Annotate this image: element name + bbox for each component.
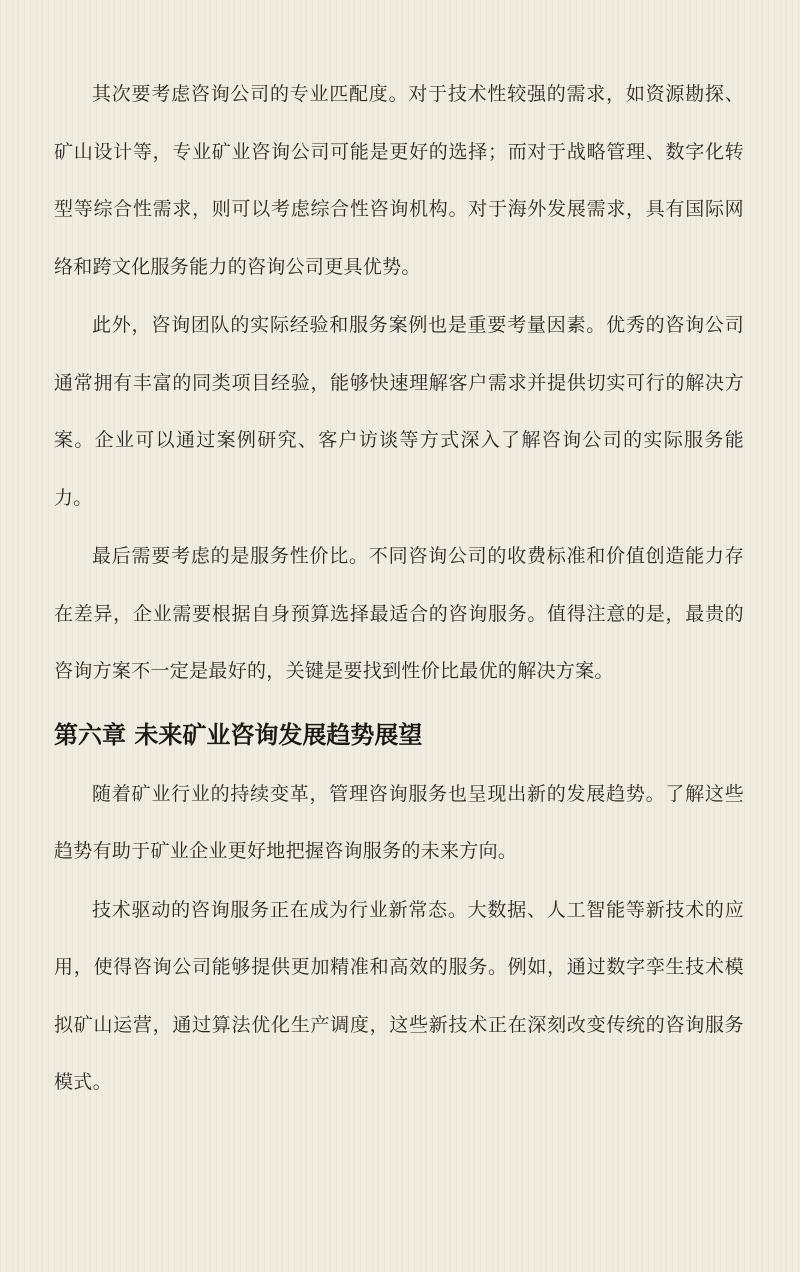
paragraph-technology-driven: 技术驱动的咨询服务正在成为行业新常态。大数据、人工智能等新技术的应用，使得咨询公司能够提供更加精准和高效的服务。例如，通过数字孪生技术模拟矿山运营，通过算法优化生产调度，这些新技术正在深刻改变传统的咨询服务模式。 [54,898,744,1093]
paragraph-team-experience: 此外，咨询团队的实际经验和服务案例也是重要考量因素。优秀的咨询公司通常拥有丰富的同类项目经验，能够快速理解客户需求并提供切实可行的解决方案。企业可以通过案例研究、客户访谈等方式深入了解咨询公司的实际服务能力。 [54,314,744,509]
chapter-heading: 第六章 未来矿业咨询发展趋势展望 [54,720,423,749]
paragraph-cost-performance: 最后需要考虑的是服务性价比。不同咨询公司的收费标准和价值创造能力存在差异，企业需要根据自身预算选择最适合的咨询服务。值得注意的是，最贵的咨询方案不一定是最好的，关键是要找到性价比最优的解决方案。 [54,545,744,682]
paragraph-trends-intro: 随着矿业行业的持续变革，管理咨询服务也呈现出新的发展趋势。了解这些趋势有助于矿业企业更好地把握咨询服务的未来方向。 [54,782,744,862]
paragraph-professional-match: 其次要考虑咨询公司的专业匹配度。对于技术性较强的需求，如资源勘探、矿山设计等，专业矿业咨询公司可能是更好的选择；而对于战略管理、数字化转型等综合性需求，则可以考虑综合性咨询机构。对于海外发展需求，具有国际网络和跨文化服务能力的咨询公司更具优势。 [54,83,744,278]
